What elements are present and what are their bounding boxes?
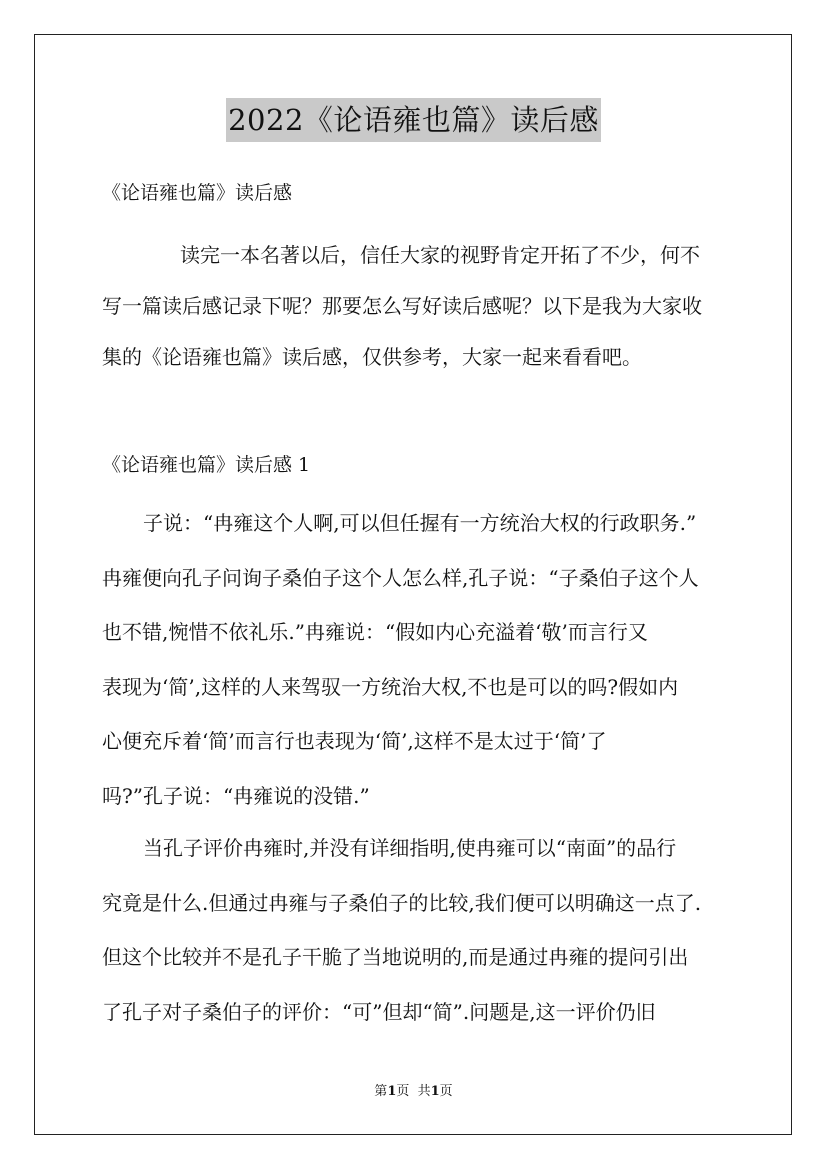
body-paragraph-1: [102, 496, 730, 823]
paragraph-line: 冉雍便向孔子问询子桑伯子这个人怎么样,孔子说：“子桑伯子这个人: [102, 565, 699, 590]
document-title-container: [0, 98, 827, 142]
paragraph-line: 表现为‘简’,这样的人来驾驭一方统治大权,不也是可以的吗?假如内: [102, 674, 679, 699]
paragraph-line: 子说：“冉雍这个人啊,可以但任握有一方统治大权的行政职务.”: [143, 511, 697, 535]
paragraph-line: 也不错,惋惜不依礼乐.”冉雍说：“假如内心充溢着‘敬’而言行又: [102, 620, 648, 644]
current-page-number: 1: [387, 1084, 397, 1099]
body-paragraph-2: [102, 821, 730, 1039]
intro-paragraph: [102, 230, 730, 383]
document-title: 2022《论语雍也篇》读后感: [226, 98, 601, 142]
paragraph-line: 了孔子对子桑伯子的评价：“可”但却“简”.问题是,这一评价仍旧: [102, 999, 656, 1024]
page-mid: 页 共: [396, 1084, 431, 1099]
paragraph-line: 但这个比较并不是孔子干脆了当地说明的,而是通过冉雍的提问引出: [102, 945, 689, 969]
intro-line: 集的《论语雍也篇》读后感，仅供参考，大家一起来看看吧。: [102, 345, 642, 369]
intro-line: 读完一本名著以后，信任大家的视野肯定开拓了不少，何不: [180, 243, 700, 267]
page-footer: [0, 1082, 827, 1102]
paragraph-line: 究竟是什么.但通过冉雍与子桑伯子的比较,我们便可以明确这一点了.: [102, 890, 702, 915]
intro-line: 写一篇读后感记录下呢？那要怎么写好读后感呢？以下是我为大家收: [102, 294, 702, 318]
paragraph-line: 当孔子评价冉雍时,并没有详细指明,使冉雍可以“南面”的品行: [143, 836, 677, 860]
paragraph-line: 心便充斥着‘简’而言行也表现为‘简’,这样不是太过于‘简’了: [102, 729, 607, 753]
total-page-number: 1: [430, 1084, 440, 1099]
page-suffix: 页: [439, 1084, 453, 1099]
page-prefix: 第: [374, 1084, 388, 1099]
document-subtitle: 《论语雍也篇》读后感: [102, 182, 293, 204]
paragraph-line: 吗?”孔子说：“冉雍说的没错.”: [102, 783, 370, 808]
section-heading: 《论语雍也篇》读后感 1: [102, 454, 311, 476]
